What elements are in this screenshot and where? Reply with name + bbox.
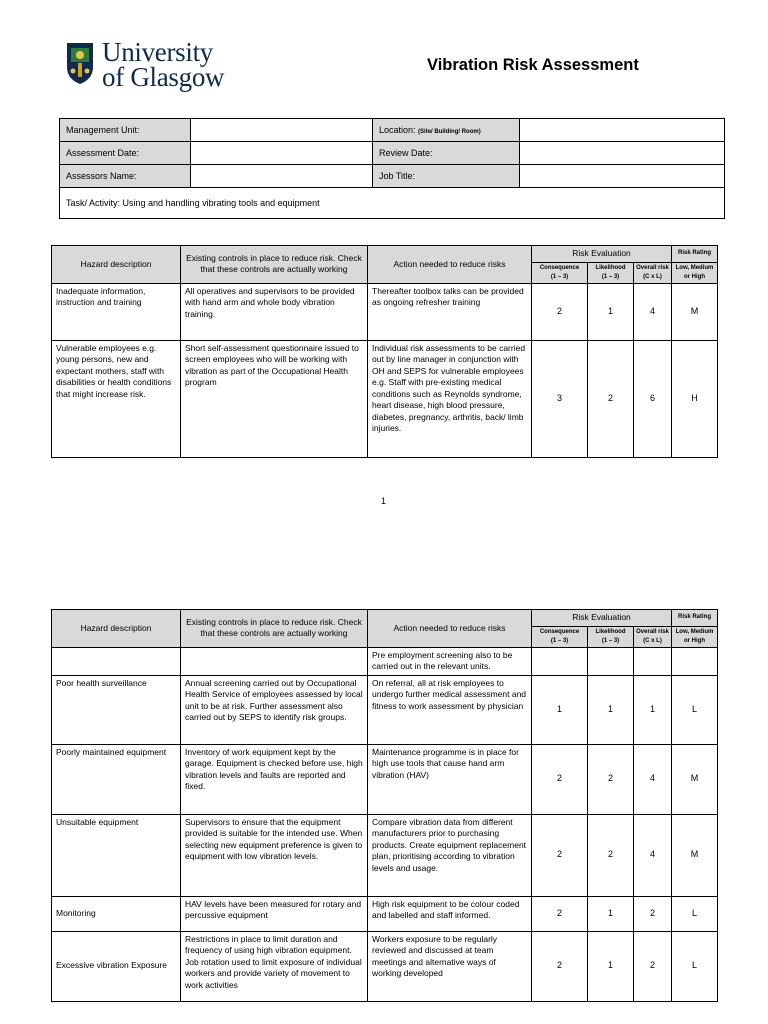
overall-cell: 2 bbox=[634, 931, 672, 1001]
table-row bbox=[52, 931, 718, 1001]
table-row bbox=[52, 744, 718, 814]
consequence-cell: 1 bbox=[532, 675, 588, 744]
consequence-text: Consequence bbox=[539, 264, 580, 271]
likelihood-cell: 1 bbox=[588, 931, 634, 1001]
assessment-date-label: Assessment Date: bbox=[60, 142, 191, 165]
consequence-cell: 2 bbox=[532, 283, 588, 340]
assessors-name-label: Assessors Name: bbox=[60, 165, 191, 188]
risk-table-page-1 bbox=[51, 245, 718, 458]
review-date-label: Review Date: bbox=[373, 142, 520, 165]
header-rating-sub: Low, Medium or High bbox=[672, 262, 718, 283]
header-rating-sub: Low, Medium or High bbox=[672, 626, 718, 647]
action-cell: Maintenance programme is in place for high use tools that cause hand arm vibration (HAV) bbox=[368, 744, 532, 814]
consequence-cell: 2 bbox=[532, 896, 588, 931]
overall-scale: (C x L) bbox=[643, 637, 662, 644]
overall-cell: 1 bbox=[634, 675, 672, 744]
rating-cell: M bbox=[672, 744, 718, 814]
header-risk-rating: Risk Rating bbox=[672, 246, 718, 263]
logo-text-university: University bbox=[102, 37, 213, 67]
controls-cell: Short self-assessment questionnaire issued to screen employees who will be working with vibration as part of the Occupational Health program bbox=[181, 340, 368, 457]
header-action: Action needed to reduce risks bbox=[368, 246, 532, 284]
overall-cell bbox=[634, 647, 672, 675]
overall-cell: 4 bbox=[634, 744, 672, 814]
overall-cell: 2 bbox=[634, 896, 672, 931]
action-cell: On referral, all at risk employees to undergo further medical assessment and fitness to work assessment by physician bbox=[368, 675, 532, 744]
likelihood-text: Likelihood bbox=[595, 628, 626, 635]
likelihood-cell bbox=[588, 647, 634, 675]
header-consequence bbox=[532, 626, 588, 647]
location-label bbox=[373, 119, 520, 142]
controls-cell: All operatives and supervisors to be provided with hand arm and whole body vibration training. bbox=[181, 283, 368, 340]
table-row bbox=[52, 896, 718, 931]
likelihood-cell: 1 bbox=[588, 283, 634, 340]
action-cell: Individual risk assessments to be carried out by line manager in conjunction with OH and SEPS for vulnerable employees e.g. Staff with pre-existing medical conditions such as Reynolds syndrome, heart disease, high blood pressure, diabetes, pregnancy, arthritis, back/ limb injuries. bbox=[368, 340, 532, 457]
page-number: 1 bbox=[381, 496, 387, 506]
overall-cell: 6 bbox=[634, 340, 672, 457]
header-controls: Existing controls in place to reduce risk. Check that these controls are actually working bbox=[181, 610, 368, 648]
likelihood-scale: (1 – 3) bbox=[601, 273, 620, 280]
hazard-cell: Unsuitable equipment bbox=[52, 814, 181, 896]
likelihood-scale: (1 – 3) bbox=[601, 637, 620, 644]
controls-cell: HAV levels have been measured for rotary and percussive equipment bbox=[181, 896, 368, 931]
table-row bbox=[52, 283, 718, 340]
rating-cell: M bbox=[672, 283, 718, 340]
likelihood-cell: 2 bbox=[588, 814, 634, 896]
consequence-scale: (1 – 3) bbox=[550, 273, 569, 280]
table-row bbox=[52, 340, 718, 457]
overall-scale: (C x L) bbox=[643, 273, 662, 280]
controls-cell: Supervisors to ensure that the equipment provided is suitable for the intended use. When selecting new equipment preference is given to equipment with low vibration levels. bbox=[181, 814, 368, 896]
likelihood-text: Likelihood bbox=[595, 264, 626, 271]
action-cell: Pre employment screening also to be carried out in the relevant units. bbox=[368, 647, 532, 675]
table-row bbox=[52, 647, 718, 675]
management-unit-field[interactable] bbox=[191, 119, 373, 142]
logo-text-glasgow: of Glasgow bbox=[102, 62, 225, 92]
header-overall bbox=[634, 626, 672, 647]
consequence-cell: 2 bbox=[532, 744, 588, 814]
header-action: Action needed to reduce risks bbox=[368, 610, 532, 648]
rating-cell: L bbox=[672, 931, 718, 1001]
header-likelihood bbox=[588, 262, 634, 283]
document-title: Vibration Risk Assessment bbox=[427, 56, 639, 74]
controls-cell: Inventory of work equipment kept by the garage. Equipment is checked before use, high vibration levels and faults are reported and fixed. bbox=[181, 744, 368, 814]
action-cell: Compare vibration data from different manufacturers prior to purchasing products. Create equipment replacement plan, prioritising according to vibration levels and usage. bbox=[368, 814, 532, 896]
likelihood-cell: 2 bbox=[588, 744, 634, 814]
header-likelihood bbox=[588, 626, 634, 647]
action-cell: High risk equipment to be colour coded and labelled and staff informed. bbox=[368, 896, 532, 931]
overall-text: Overall risk bbox=[636, 264, 669, 271]
university-logo bbox=[62, 38, 232, 93]
consequence-cell bbox=[532, 647, 588, 675]
assessment-date-field[interactable] bbox=[191, 142, 373, 165]
likelihood-cell: 1 bbox=[588, 675, 634, 744]
overall-cell: 4 bbox=[634, 283, 672, 340]
management-unit-label: Management Unit: bbox=[60, 119, 191, 142]
crest-icon bbox=[65, 41, 95, 85]
header-overall bbox=[634, 262, 672, 283]
rating-cell: H bbox=[672, 340, 718, 457]
hazard-cell bbox=[52, 647, 181, 675]
job-title-field[interactable] bbox=[520, 165, 725, 188]
controls-cell: Restrictions in place to limit duration and frequency of using high vibration equipment. Job rotation used to limit exposure of individual workers and provide variety of movement to work activities bbox=[181, 931, 368, 1001]
consequence-cell: 2 bbox=[532, 814, 588, 896]
task-activity: Task/ Activity: Using and handling vibrating tools and equipment bbox=[60, 188, 725, 219]
controls-cell: Annual screening carried out by Occupational Health Service of employees assessed by local unit to be at risk. Further assessment also carried out by SEPS to identify risk groups. bbox=[181, 675, 368, 744]
location-field[interactable] bbox=[520, 119, 725, 142]
action-cell: Thereafter toolbox talks can be provided as ongoing refresher training bbox=[368, 283, 532, 340]
hazard-cell: Vulnerable employees e.g. young persons, new and expectant mothers, staff with disabilities or health conditions that might increase risk. bbox=[52, 340, 181, 457]
location-sublabel: (Site/ Building/ Room) bbox=[418, 129, 481, 135]
rating-cell: M bbox=[672, 814, 718, 896]
likelihood-cell: 1 bbox=[588, 896, 634, 931]
overall-text: Overall risk bbox=[636, 628, 669, 635]
consequence-text: Consequence bbox=[539, 628, 580, 635]
hazard-cell: Monitoring bbox=[52, 896, 181, 931]
rating-cell bbox=[672, 647, 718, 675]
location-label-text: Location: bbox=[379, 125, 416, 135]
header-hazard: Hazard description bbox=[52, 246, 181, 284]
header-controls: Existing controls in place to reduce risk. Check that these controls are actually working bbox=[181, 246, 368, 284]
hazard-cell: Excessive vibration Exposure bbox=[52, 931, 181, 1001]
consequence-scale: (1 – 3) bbox=[550, 637, 569, 644]
hazard-cell: Poorly maintained equipment bbox=[52, 744, 181, 814]
likelihood-cell: 2 bbox=[588, 340, 634, 457]
hazard-cell: Inadequate information, instruction and training bbox=[52, 283, 181, 340]
rating-cell: L bbox=[672, 675, 718, 744]
header-consequence bbox=[532, 262, 588, 283]
controls-cell bbox=[181, 647, 368, 675]
table-row bbox=[52, 675, 718, 744]
assessment-info-table bbox=[59, 118, 725, 219]
header-hazard: Hazard description bbox=[52, 610, 181, 648]
action-cell: Workers exposure to be regularly reviewed and discussed at team meetings and alternative ways of working developed bbox=[368, 931, 532, 1001]
job-title-label: Job Title: bbox=[373, 165, 520, 188]
table-row bbox=[52, 814, 718, 896]
overall-cell: 4 bbox=[634, 814, 672, 896]
header-risk-evaluation: Risk Evaluation bbox=[532, 246, 672, 263]
consequence-cell: 3 bbox=[532, 340, 588, 457]
header-risk-rating: Risk Rating bbox=[672, 610, 718, 627]
header-risk-evaluation: Risk Evaluation bbox=[532, 610, 672, 627]
rating-cell: L bbox=[672, 896, 718, 931]
review-date-field[interactable] bbox=[520, 142, 725, 165]
risk-table-page-2 bbox=[51, 609, 718, 1002]
assessors-name-field[interactable] bbox=[191, 165, 373, 188]
consequence-cell: 2 bbox=[532, 931, 588, 1001]
hazard-cell: Poor health surveillance bbox=[52, 675, 181, 744]
